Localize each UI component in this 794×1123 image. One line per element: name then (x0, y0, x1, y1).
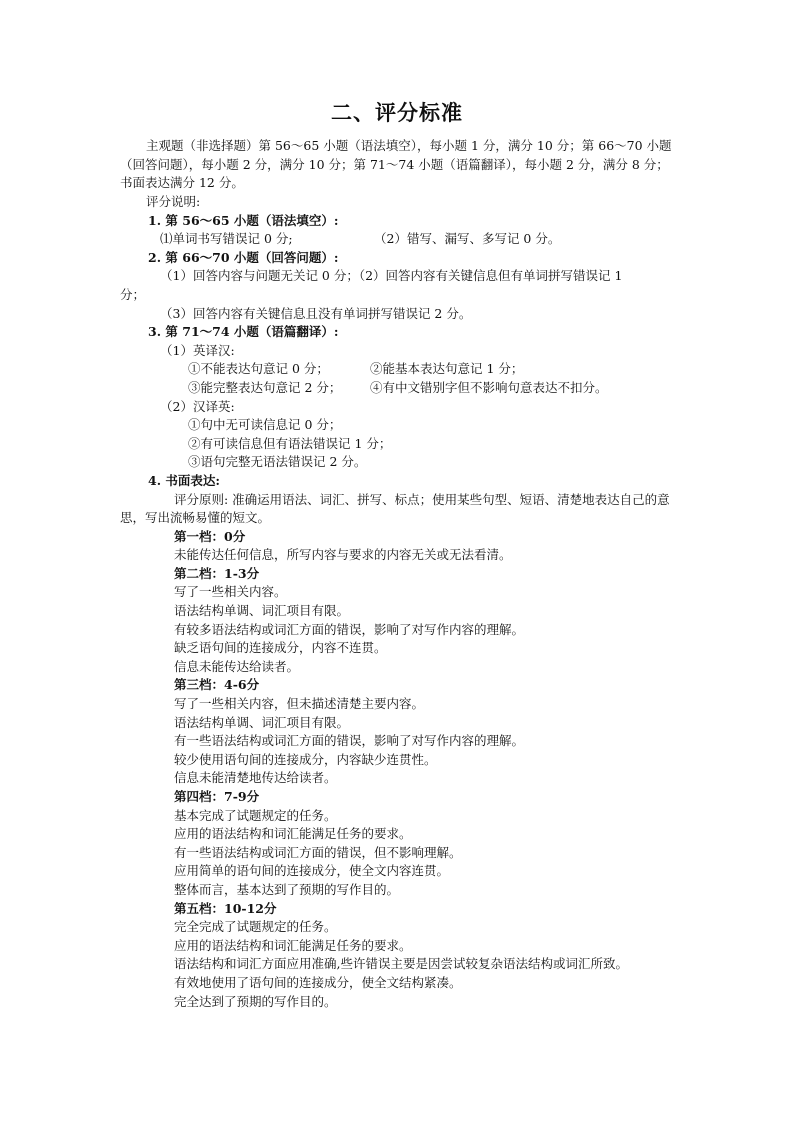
level-criterion: 基本完成了试题规定的任务。 (174, 807, 337, 823)
level-criterion: 信息未能传达给读者。 (174, 658, 300, 674)
e2c-item: ①不能表达句意记 0 分； (188, 361, 329, 377)
level-criterion: 较少使用语句间的连接成分，内容缺少连贯性。 (174, 751, 437, 767)
c2e-item: ②有可读信息但有语法错误记 1 分； (188, 435, 392, 451)
level-criterion: 语法结构单调、词汇项目有限。 (174, 714, 350, 730)
section-2-rule-1: （1）回答内容与问题无关记 0 分；（2）回答内容有关键信息但有单词拼写错误记 1 (160, 268, 623, 284)
level-criterion: 有较多语法结构或词汇方面的错误，影响了对写作内容的理解。 (174, 621, 525, 637)
level-criterion: 信息未能清楚地传达给读者。 (174, 770, 337, 786)
section-3-heading: 3. 第 71～74 小题（语篇翻译）: (148, 324, 339, 340)
level-heading: 第一档：0分 (174, 528, 246, 544)
e2c-item: ②能基本表达句意记 1 分； (370, 361, 524, 377)
section-1-heading: 1. 第 56～65 小题（语法填空）: (148, 212, 339, 228)
level-heading: 第三档：4-6分 (174, 677, 260, 693)
level-heading: 第五档：10-12分 (174, 900, 277, 916)
c2e-item: ①句中无可读信息记 0 分； (188, 417, 342, 433)
level-criterion: 应用的语法结构和词汇能满足任务的要求。 (174, 937, 412, 953)
section-2-rule-2: （3）回答内容有关键信息且没有单词拼写错误记 2 分。 (160, 305, 472, 321)
intro-paragraph: 主观题（非选择题）第 56～65 小题（语法填空），每小题 1 分，满分 10 分；第 66～70 小题（回答问题），每小题 2 分，满分 10 分；第 71～74 小题（语篇翻译），每小题 2 分，满分 8 分；书面表达满分 12 分。 (120, 138, 672, 191)
section-1-rule-a: ⑴单词书写错误记 0 分; (160, 231, 293, 247)
level-criterion: 缺乏语句间的连接成分，内容不连贯。 (174, 640, 387, 656)
level-criterion: 写了一些相关内容，但未描述清楚主要内容。 (174, 696, 425, 712)
level-heading: 第四档：7-9分 (174, 789, 260, 804)
section-4-heading: 4. 书面表达: (148, 472, 221, 488)
level-criterion: 未能传达任何信息，所写内容与要求的内容无关或无法看清。 (174, 547, 512, 563)
section-1-rules (120, 230, 680, 249)
section-3-e2c-label: （1）英译汉: (160, 342, 235, 358)
principle-text: 评分原则: 准确运用语法、词汇、拼写、标点；使用某些句型、短语、清楚地表达自己的意思，写出流畅易懂的短文。 (120, 491, 670, 526)
level-criterion: 应用简单的语句间的连接成分，使全文内容连贯。 (174, 863, 450, 879)
level-criterion: 语法结构和词汇方面应用准确,些许错误主要是因尝试较复杂语法结构或词汇所致。 (174, 956, 628, 972)
writing-levels (120, 528, 680, 1011)
c2e-item: ③语句完整无语法错误记 2 分。 (188, 454, 367, 470)
notes-label: 评分说明: (146, 194, 201, 209)
level-heading: 第二档：1-3分 (174, 565, 260, 581)
e2c-item: ③能完整表达句意记 2 分； (188, 379, 342, 395)
page-title: 二、评分标准 (331, 100, 463, 125)
section-2-heading: 2. 第 66～70 小题（回答问题）: (148, 249, 339, 265)
level-criterion: 有一些语法结构或词汇方面的错误，影响了对写作内容的理解。 (174, 733, 525, 749)
level-criterion: 语法结构单调、词汇项目有限。 (174, 603, 350, 619)
section-3-e2c-row-2 (120, 379, 680, 398)
level-criterion: 有效地使用了语句间的连接成分，使全文结构紧凑。 (174, 974, 462, 990)
level-criterion: 写了一些相关内容。 (174, 584, 287, 600)
section-2-rule-1-cont: 分； (120, 286, 146, 302)
level-criterion: 完全完成了试题规定的任务。 (174, 919, 337, 935)
section-3-c2e-label: （2）汉译英: (160, 398, 235, 414)
scoring-notes (120, 193, 680, 1011)
e2c-item: ④有中文错别字但不影响句意表达不扣分。 (370, 379, 608, 395)
section-1-rule-b: （2）错写、漏写、多写记 0 分。 (374, 231, 561, 247)
section-4-principle (120, 491, 680, 528)
level-criterion: 应用的语法结构和词汇能满足任务的要求。 (174, 826, 412, 842)
level-criterion: 完全达到了预期的写作目的。 (174, 993, 337, 1009)
section-3-e2c-row-1 (120, 360, 680, 379)
level-criterion: 整体而言，基本达到了预期的写作目的。 (174, 881, 400, 897)
level-criterion: 有一些语法结构或词汇方面的错误，但不影响理解。 (174, 844, 462, 860)
